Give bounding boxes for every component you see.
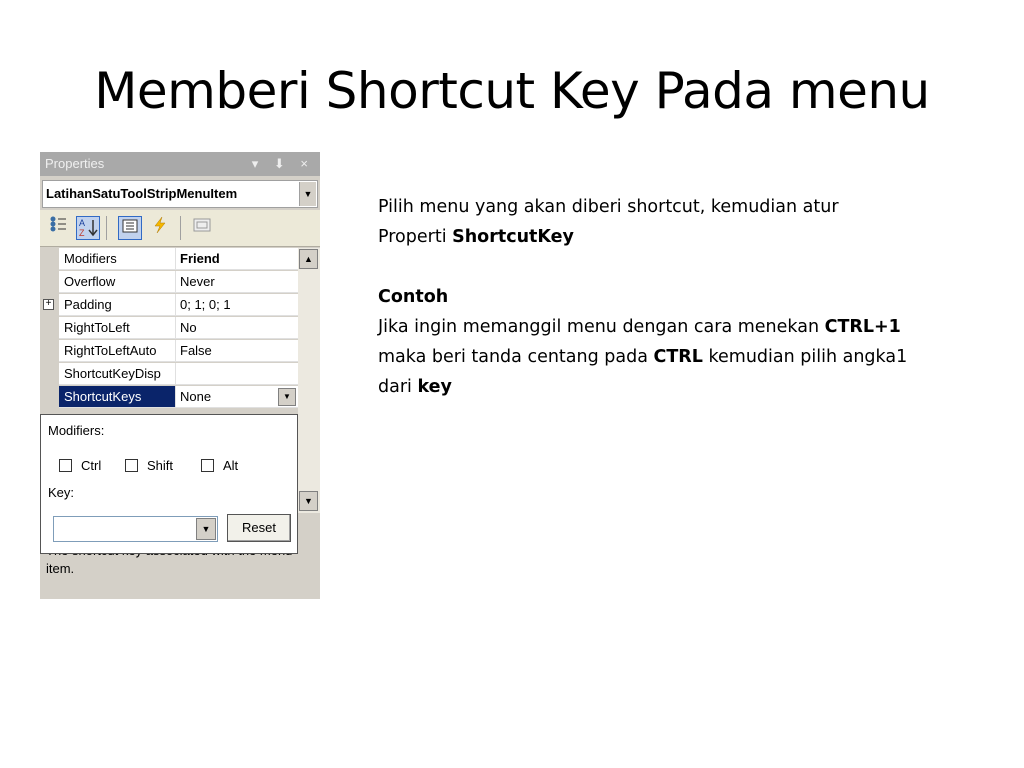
properties-toolbar [40,210,320,247]
property-value[interactable]: False [176,340,298,362]
property-grid [40,248,298,409]
instruction-line: Properti ShortcutKey [378,227,574,247]
object-selector[interactable] [42,180,318,208]
properties-titlebar [40,152,320,176]
property-name: RightToLeftAuto [59,340,176,362]
events-lightning-icon[interactable] [148,216,172,240]
alt-label: Alt [223,458,239,473]
table-row[interactable] [40,271,298,294]
object-name: LatihanSatuToolStripMenuItem [46,186,238,201]
property-value[interactable]: Never [176,271,298,293]
example-line: maka beri tanda centang pada CTRL kemudian pilih angka1 [378,347,908,367]
property-pages-icon[interactable] [190,216,214,240]
table-row-selected[interactable] [40,386,298,409]
categorized-icon[interactable] [46,216,70,240]
scroll-up-icon[interactable]: ▲ [299,249,318,269]
reset-button[interactable]: Reset [227,514,291,542]
chevron-down-icon[interactable]: ▼ [299,182,316,206]
instruction-line: Pilih menu yang akan diberi shortcut, kemudian atur [378,197,839,217]
property-name: ShortcutKeyDisp [59,363,176,385]
properties-view-icon[interactable] [118,216,142,240]
property-name: Padding [59,294,176,316]
alt-checkbox[interactable] [201,458,238,474]
modifiers-label: Modifiers: [48,423,105,438]
property-name: RightToLeft [59,317,176,339]
instructions [378,192,1008,402]
property-value[interactable]: No [176,317,298,339]
table-row[interactable] [40,340,298,363]
key-label: Key: [48,485,75,500]
property-name: Overflow [59,271,176,293]
svg-text:Z: Z [79,228,85,237]
chevron-down-icon[interactable]: ▼ [196,518,216,540]
ctrl-checkbox[interactable] [59,458,101,474]
property-description: item. [46,561,75,576]
table-row[interactable] [40,248,298,271]
key-select[interactable] [53,516,218,542]
table-row[interactable] [40,294,298,317]
example-heading: Contoh [378,287,449,307]
expand-plus-icon[interactable]: + [43,299,54,310]
checkbox-icon[interactable] [201,459,214,472]
dropdown-arrow-icon[interactable]: ▼ [278,388,296,406]
vertical-scrollbar[interactable] [298,248,320,513]
example-line: dari key [378,377,452,397]
slide-title: Memberi Shortcut Key Pada menu [94,62,930,120]
property-name: ShortcutKeys [59,386,176,408]
shortcut-keys-editor [40,414,298,554]
property-value[interactable]: None ▼ [176,386,298,408]
example-line: Jika ingin memanggil menu dengan cara menekan CTRL+1 [378,317,901,337]
table-row[interactable] [40,317,298,340]
alphabetical-sort-icon[interactable] [76,216,100,240]
shift-checkbox[interactable] [125,458,173,474]
property-name: Modifiers [59,248,176,270]
properties-title: Properties [45,156,105,171]
shift-label: Shift [147,458,174,473]
property-value[interactable]: Friend [176,248,298,270]
property-value[interactable] [176,363,298,385]
svg-text:A: A [79,218,86,228]
window-controls-icon[interactable]: ▾ ⬇ × [251,156,314,171]
scroll-down-icon[interactable]: ▼ [299,491,318,511]
table-row[interactable] [40,363,298,386]
property-value[interactable]: 0; 1; 0; 1 [176,294,298,316]
checkbox-icon[interactable] [125,459,138,472]
checkbox-icon[interactable] [59,459,72,472]
ctrl-label: Ctrl [81,458,102,473]
